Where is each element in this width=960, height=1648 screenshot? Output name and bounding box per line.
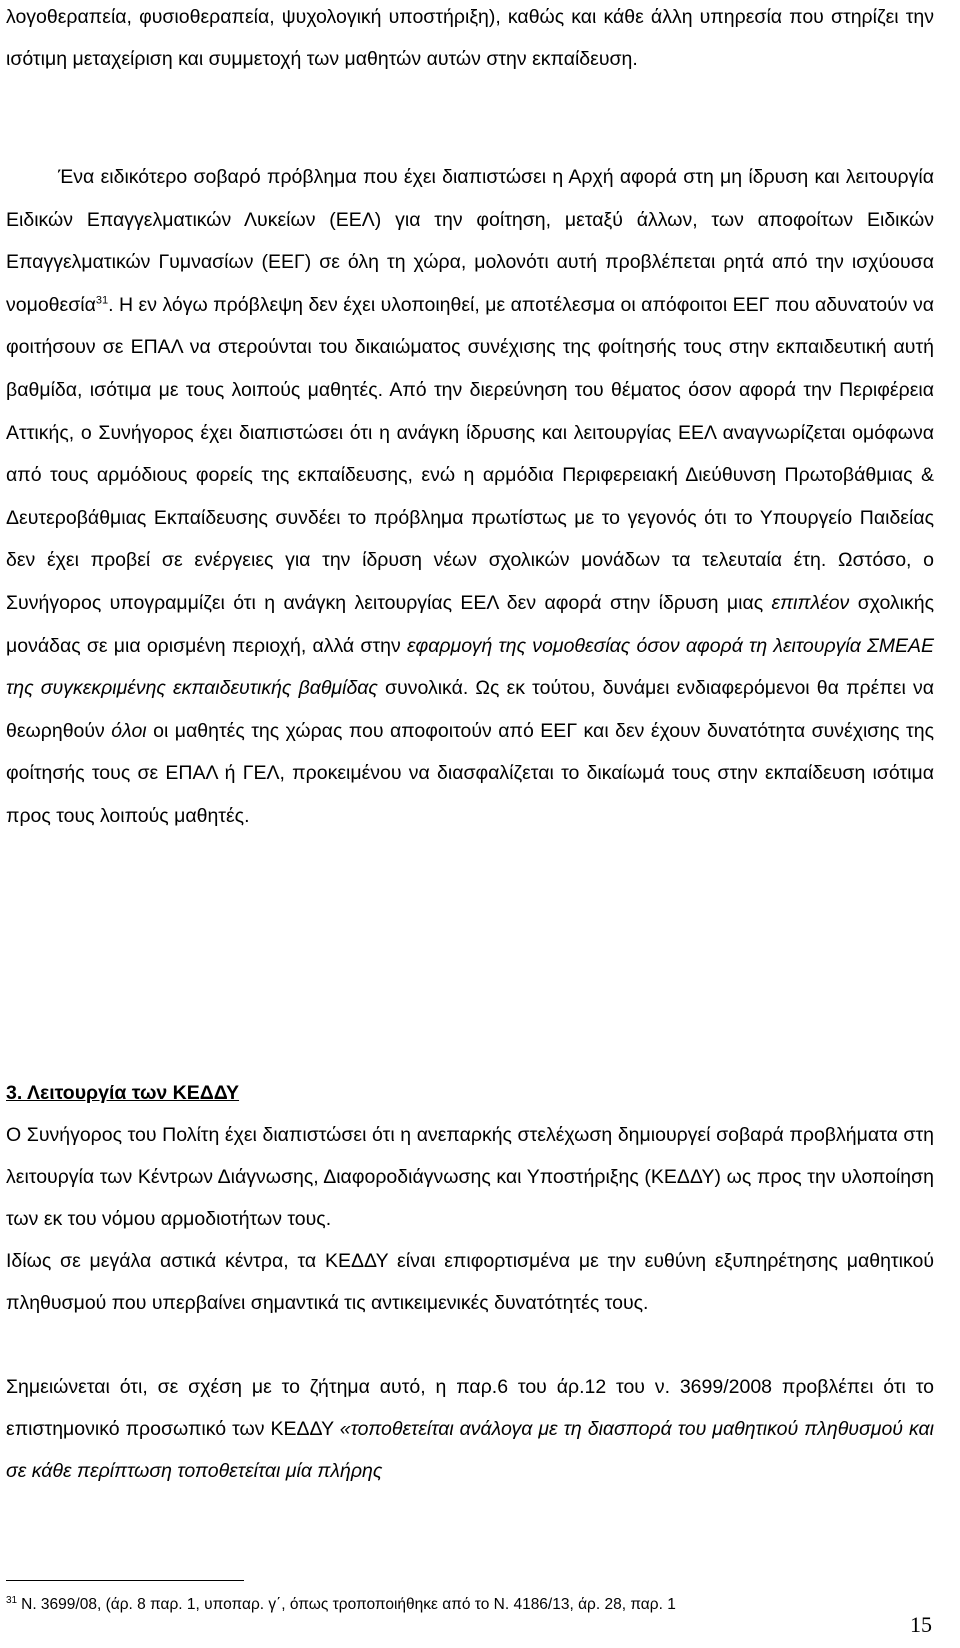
text-run: Σημειώνεται ότι, σε σχέση με το ζήτημα αυτό, η παρ.6 του άρ.12 του ν. 3699/2008 προβλέπει ότι το επιστημονικό προσωπικό των ΚΕΔΔΥ — [6, 1376, 934, 1440]
footnote-reference[interactable]: 31 — [95, 294, 109, 307]
footnote-text: Ν. 3699/08, (άρ. 8 παρ. 1, υποπαρ. γ΄, όπως τροποποιήθηκε από το Ν. 4186/13, άρ. 28, παρ. 1 — [21, 1596, 676, 1613]
paragraph-law-provision — [6, 1366, 934, 1492]
text-run: Ένα ειδικότερο σοβαρό πρόβλημα που έχει διαπιστώσει η Αρχή αφορά στη μη ίδρυση και λειτουργία Ειδικών Επαγγελματικών Λυκείων (ΕΕΛ) για την φοίτηση, μεταξύ άλλων, των αποφοίτων Ειδικών Επαγγελματικών Γυμνασίων (ΕΕΓ) σε όλη τη χώρα, μολονότι αυτή προβλέπεται ρητά από την ισχύουσα νομοθεσία — [6, 166, 934, 316]
section-heading-text: 3. Λειτουργία των ΚΕΔΔΥ — [6, 1082, 240, 1104]
text-run: . Η εν λόγω πρόβλεψη δεν έχει υλοποιηθεί, με αποτέλεσμα οι απόφοιτοι ΕΕΓ που αδυνατούν να φοιτήσουν σε ΕΠΑΛ να στερούνται του δικαιώματος συνέχισης της φοίτησής τους στην εκπαιδευτική αυτή βαθμίδα, ισότιμα με τους λοιπούς μαθητές. Από την διερεύνηση του θέματος όσον αφορά την Περιφέρεια Αττικής, ο Συνήγορος έχει διαπιστώσει ότι η ανάγκη ίδρυσης και λειτουργίας ΕΕΛ αναγνωρίζεται ομόφωνα από τους αρμόδιους φορείς της εκπαίδευσης, ενώ η αρμόδια Περιφερειακή Διεύθυνση Πρωτοβάθμιας & Δευτεροβάθμιας Εκπαίδευσης συνδέει το πρόβλημα πρωτίστως με το γεγονός ότι το Υπουργείο Παιδείας δεν έχει προβεί σε ενέργειες για την ίδρυση νέων σχολικών μονάδων τα τελευταία έτη. Ωστόσο, ο Συνήγορος υπογραμμίζει ότι η ανάγκη λειτουργίας ΕΕΛ δεν αφορά στην ίδρυση μιας — [6, 293, 934, 614]
footnote — [6, 1594, 934, 1616]
paragraph-continued: λογοθεραπεία, φυσιοθεραπεία, ψυχολογική υποστήριξη), καθώς και κάθε άλλη υπηρεσία που στηρίζει την ισότιμη μεταχείριση και συμμετοχή των μαθητών αυτών στην εκπαίδευση. — [6, 6, 934, 70]
italic-phrase: «τοποθετείται ανάλογα με τη διασπορά του μαθητικού πληθυσμού και σε κάθε περίπτωση τοποθετείται μία πλήρης — [6, 1418, 934, 1482]
footnote-separator — [6, 1580, 244, 1581]
text-run: οι μαθητές της χώρας που αποφοιτούν από ΕΕΓ και δεν έχουν δυνατότητα συνέχισης της φοίτησής τους σε ΕΠΑΛ ή ΓΕΛ, προκειμένου να διασφαλίζεται το δικαίωμά τους στην εκπαίδευση ισότιμα προς τους λοιπούς μαθητές. — [6, 719, 934, 827]
paragraph-urban-centres: Ιδίως σε μεγάλα αστικά κέντρα, τα ΚΕΔΔΥ είναι επιφορτισμένα με την ευθύνη εξυπηρέτησης μαθητικού πληθυσμού που υπερβαίνει σημαντικά τις αντικειμενικές δυνατότητές τους. — [6, 1250, 934, 1314]
italic-phrase: όλοι — [111, 719, 147, 742]
paragraph-kedy-staffing: Ο Συνήγορος του Πολίτη έχει διαπιστώσει ότι η ανεπαρκής στελέχωση δημιουργεί σοβαρά προβλήματα στη λειτουργία των Κέντρων Διάγνωσης, Διαφοροδιάγνωσης και Υποστήριξης (ΚΕΔΔΥ) ως προς την υλοποίηση των εκ του νόμου αρμοδιοτήτων τους. — [6, 1124, 934, 1230]
text-run: συνολικά. Ως εκ τούτου, δυνάμει ενδιαφερόμενοι θα πρέπει να θεωρηθούν — [6, 677, 935, 742]
section-heading — [6, 1072, 934, 1114]
page-number: 15 — [910, 1612, 932, 1637]
text-run: σχολικής μονάδας σε μια ορισμένη περιοχή, αλλά στην — [6, 591, 934, 657]
paragraph-eel-issue — [6, 156, 934, 838]
italic-phrase: επιπλέον — [771, 591, 850, 614]
footnote-number: 31 — [6, 1594, 18, 1606]
italic-phrase: εφαρμογή της νομοθεσίας όσον αφορά τη λειτουργία ΣΜΕΑΕ της συγκεκριμένης εκπαιδευτικής βαθμίδας — [6, 634, 934, 700]
